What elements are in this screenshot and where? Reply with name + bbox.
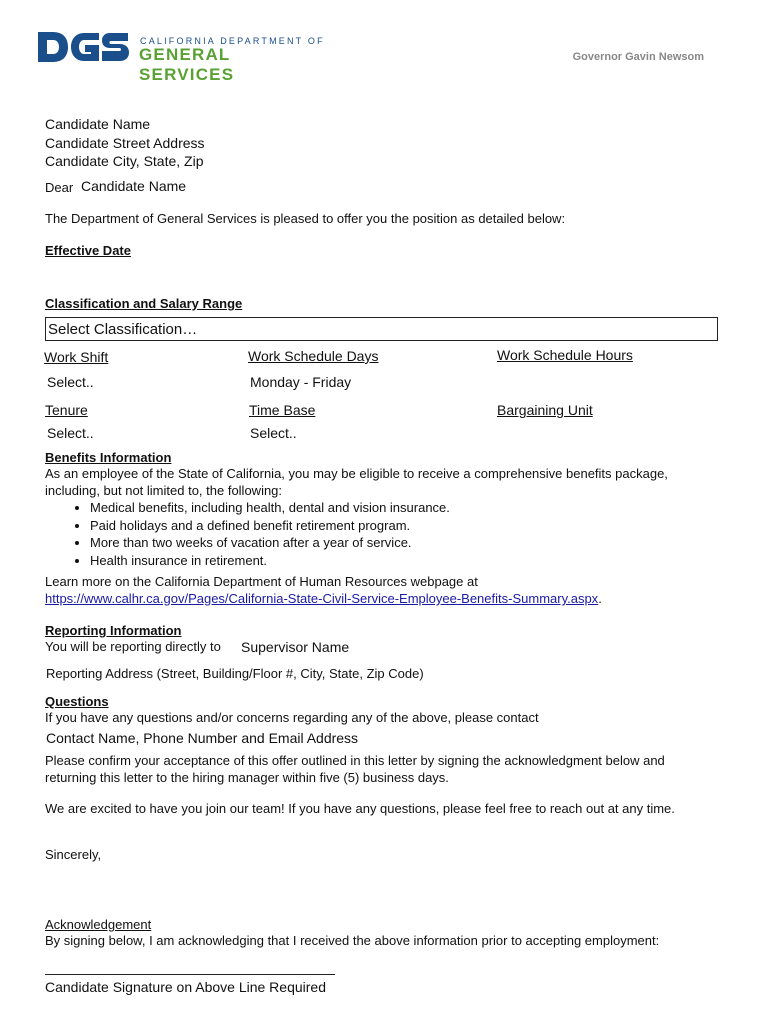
- classification-select[interactable]: Select Classification…: [45, 317, 718, 341]
- reporting-address-field[interactable]: Reporting Address (Street, Building/Floor #, City, State, Zip Code): [46, 666, 424, 681]
- signature-label: Candidate Signature on Above Line Required: [45, 979, 326, 995]
- list-item: • Medical benefits, including health, dental and vision insurance.: [90, 499, 730, 517]
- dgs-logo: [36, 30, 326, 84]
- reporting-line: You will be reporting directly to: [45, 639, 221, 654]
- logo-dept-small: CALIFORNIA DEPARTMENT OF: [140, 36, 325, 46]
- questions-heading: Questions: [45, 694, 109, 709]
- logo-dept-big: GENERAL SERVICES: [139, 45, 235, 84]
- contact-info-field[interactable]: Contact Name, Phone Number and Email Address: [46, 730, 359, 746]
- sincerely-text: Sincerely,: [45, 847, 102, 862]
- benefits-list: [62, 499, 730, 569]
- greeting-name-field[interactable]: Candidate Name: [81, 178, 187, 194]
- excited-text: We are excited to have you join our team! If you have any questions, please feel free to reach out at any time.: [45, 801, 675, 816]
- confirm-line2: returning this letter to the hiring manager within five (5) business days.: [45, 770, 449, 785]
- list-item: • Paid holidays and a defined benefit retirement program.: [90, 517, 730, 535]
- acknowledgement-text: By signing below, I am acknowledging that I received the above information prior to accepting employment:: [45, 933, 660, 948]
- work-schedule-hours-label: Work Schedule Hours: [497, 347, 633, 363]
- signature-line[interactable]: [45, 974, 335, 975]
- reporting-heading: Reporting Information: [45, 623, 182, 638]
- acknowledgement-heading: Acknowledgement: [45, 917, 152, 932]
- link-suffix: .: [598, 591, 602, 606]
- dear-label: Dear: [45, 180, 74, 195]
- supervisor-name-field[interactable]: Supervisor Name: [241, 639, 350, 655]
- confirm-line1: Please confirm your acceptance of this offer outlined in this letter by signing the acknowledgment below and: [45, 753, 665, 768]
- tenure-label: Tenure: [45, 402, 88, 418]
- candidate-name-field[interactable]: Candidate Name: [45, 116, 151, 132]
- benefits-heading: Benefits Information: [45, 450, 172, 465]
- questions-line: If you have any questions and/or concerns regarding any of the above, please contact: [45, 710, 539, 725]
- work-shift-select[interactable]: Select..: [47, 374, 94, 390]
- benefits-intro-line2: including, but not limited to, the following:: [45, 483, 283, 498]
- time-base-label: Time Base: [249, 402, 316, 418]
- work-shift-label: Work Shift: [44, 349, 109, 365]
- benefits-intro-line1: As an employee of the State of California, you may be eligible to receive a comprehensive benefits package,: [45, 466, 668, 481]
- time-base-select[interactable]: Select..: [250, 425, 297, 441]
- tenure-select[interactable]: Select..: [47, 425, 94, 441]
- work-schedule-days-field[interactable]: Monday - Friday: [250, 374, 352, 390]
- intro-text: The Department of General Services is pleased to offer you the position as detailed below:: [45, 211, 566, 226]
- bargaining-unit-label: Bargaining Unit: [497, 402, 593, 418]
- work-schedule-days-label: Work Schedule Days: [248, 348, 379, 364]
- list-item: • More than two weeks of vacation after a year of service.: [90, 534, 730, 552]
- candidate-city-field[interactable]: Candidate City, State, Zip: [45, 153, 204, 169]
- calhr-benefits-link[interactable]: https://www.calhr.ca.gov/Pages/California-State-Civil-Service-Employee-Benefits-Summary.aspx: [45, 591, 599, 606]
- classification-heading: Classification and Salary Range: [45, 296, 243, 311]
- list-item: • Health insurance in retirement.: [90, 552, 730, 570]
- candidate-street-field[interactable]: Candidate Street Address: [45, 135, 205, 151]
- learn-more-text: Learn more on the California Department of Human Resources webpage at: [45, 574, 478, 589]
- dgs-logo-mark: [36, 30, 130, 64]
- effective-date-heading: Effective Date: [45, 243, 131, 258]
- governor-name: Governor Gavin Newsom: [572, 51, 704, 63]
